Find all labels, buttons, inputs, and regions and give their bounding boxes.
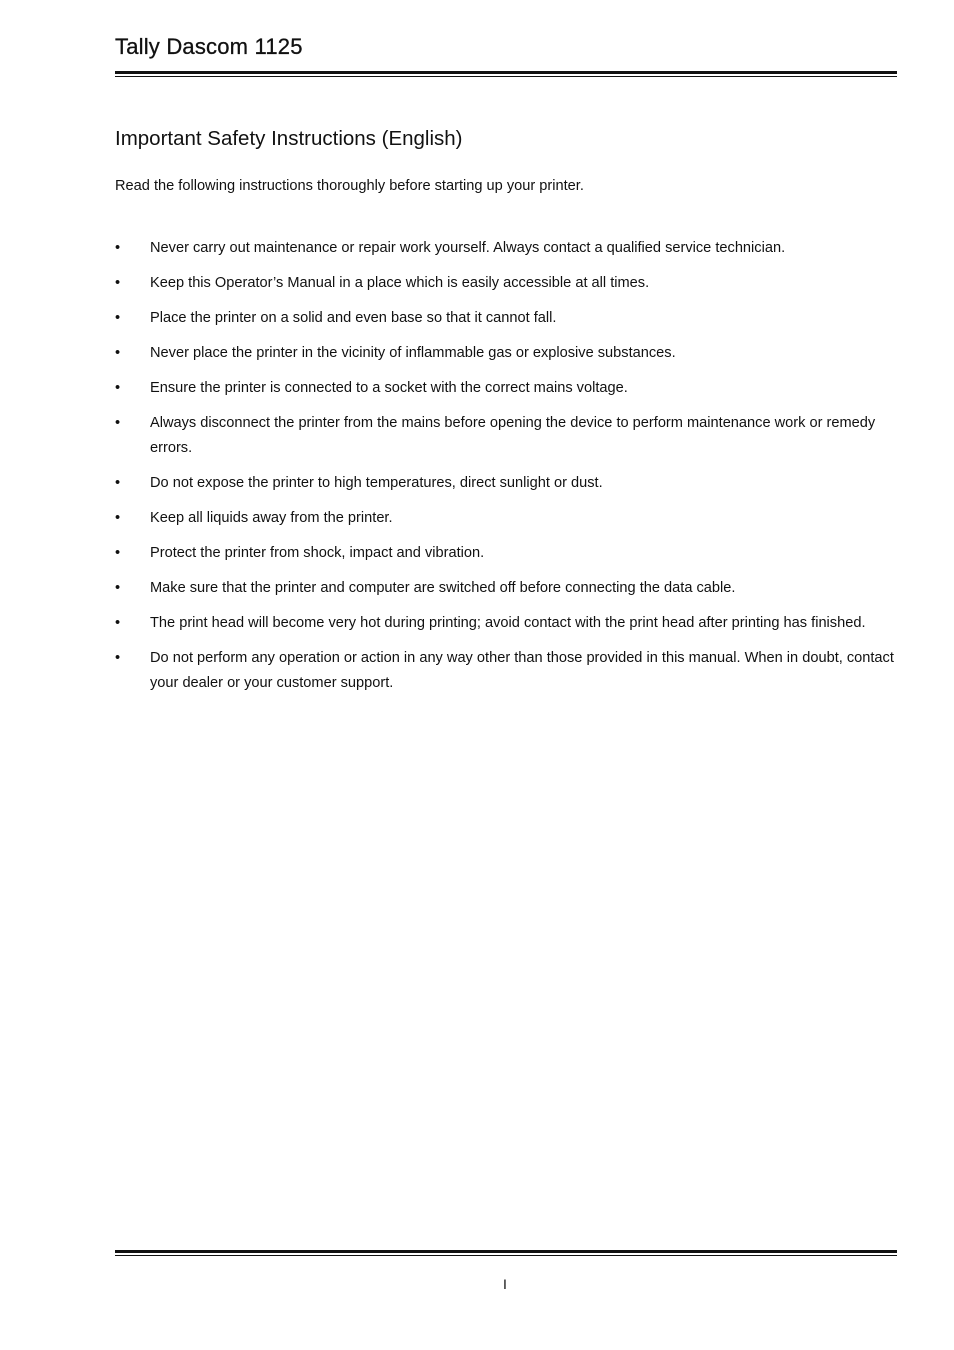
list-item <box>115 341 905 366</box>
bullet-icon: • <box>115 545 121 561</box>
list-item <box>115 506 905 531</box>
safety-instructions-list <box>115 236 905 706</box>
list-item-text: Place the printer on a solid and even base so that it cannot fall. <box>150 310 557 326</box>
list-item <box>115 646 905 696</box>
bullet-icon: • <box>115 510 121 526</box>
list-item-text: Always disconnect the printer from the mains before opening the device to perform maintenance work or remedy errors. <box>150 415 876 456</box>
bullet-icon: • <box>115 475 121 491</box>
list-item-text: Ensure the printer is connected to a socket with the correct mains voltage. <box>150 380 628 396</box>
bullet-icon: • <box>115 380 121 396</box>
list-item <box>115 236 905 261</box>
list-item-text: Protect the printer from shock, impact and vibration. <box>150 545 485 561</box>
page-number: I <box>503 1276 507 1292</box>
bullet-icon: • <box>115 650 121 666</box>
header-divider <box>115 71 897 77</box>
section-heading: Important Safety Instructions (English) <box>115 127 463 150</box>
bullet-icon: • <box>115 275 121 291</box>
list-item-text: Keep this Operator’s Manual in a place which is easily accessible at all times. <box>150 275 650 291</box>
bullet-icon: • <box>115 240 121 256</box>
bullet-icon: • <box>115 345 121 361</box>
list-item <box>115 376 905 401</box>
bullet-icon: • <box>115 415 121 431</box>
document-header-title: Tally Dascom 1125 <box>115 34 303 59</box>
list-item-text: Do not perform any operation or action in any way other than those provided in this manual. When in doubt, contact your dealer or your customer support. <box>150 650 894 691</box>
intro-paragraph: Read the following instructions thoroughly before starting up your printer. <box>115 178 584 194</box>
list-item-text: Keep all liquids away from the printer. <box>150 510 393 526</box>
list-item-text: Never carry out maintenance or repair work yourself. Always contact a qualified service technician. <box>150 240 786 256</box>
list-item <box>115 411 905 461</box>
list-item <box>115 306 905 331</box>
list-item-text: Make sure that the printer and computer are switched off before connecting the data cable. <box>150 580 736 596</box>
list-item-text: The print head will become very hot during printing; avoid contact with the print head after printing has finished. <box>150 615 866 631</box>
list-item-text: Never place the printer in the vicinity of inflammable gas or explosive substances. <box>150 345 676 361</box>
footer-divider <box>115 1250 897 1256</box>
list-item <box>115 271 905 296</box>
list-item <box>115 541 905 566</box>
list-item <box>115 471 905 496</box>
list-item-text: Do not expose the printer to high temperatures, direct sunlight or dust. <box>150 475 603 491</box>
list-item <box>115 611 905 636</box>
bullet-icon: • <box>115 310 121 326</box>
bullet-icon: • <box>115 615 121 631</box>
list-item <box>115 576 905 601</box>
bullet-icon: • <box>115 580 121 596</box>
